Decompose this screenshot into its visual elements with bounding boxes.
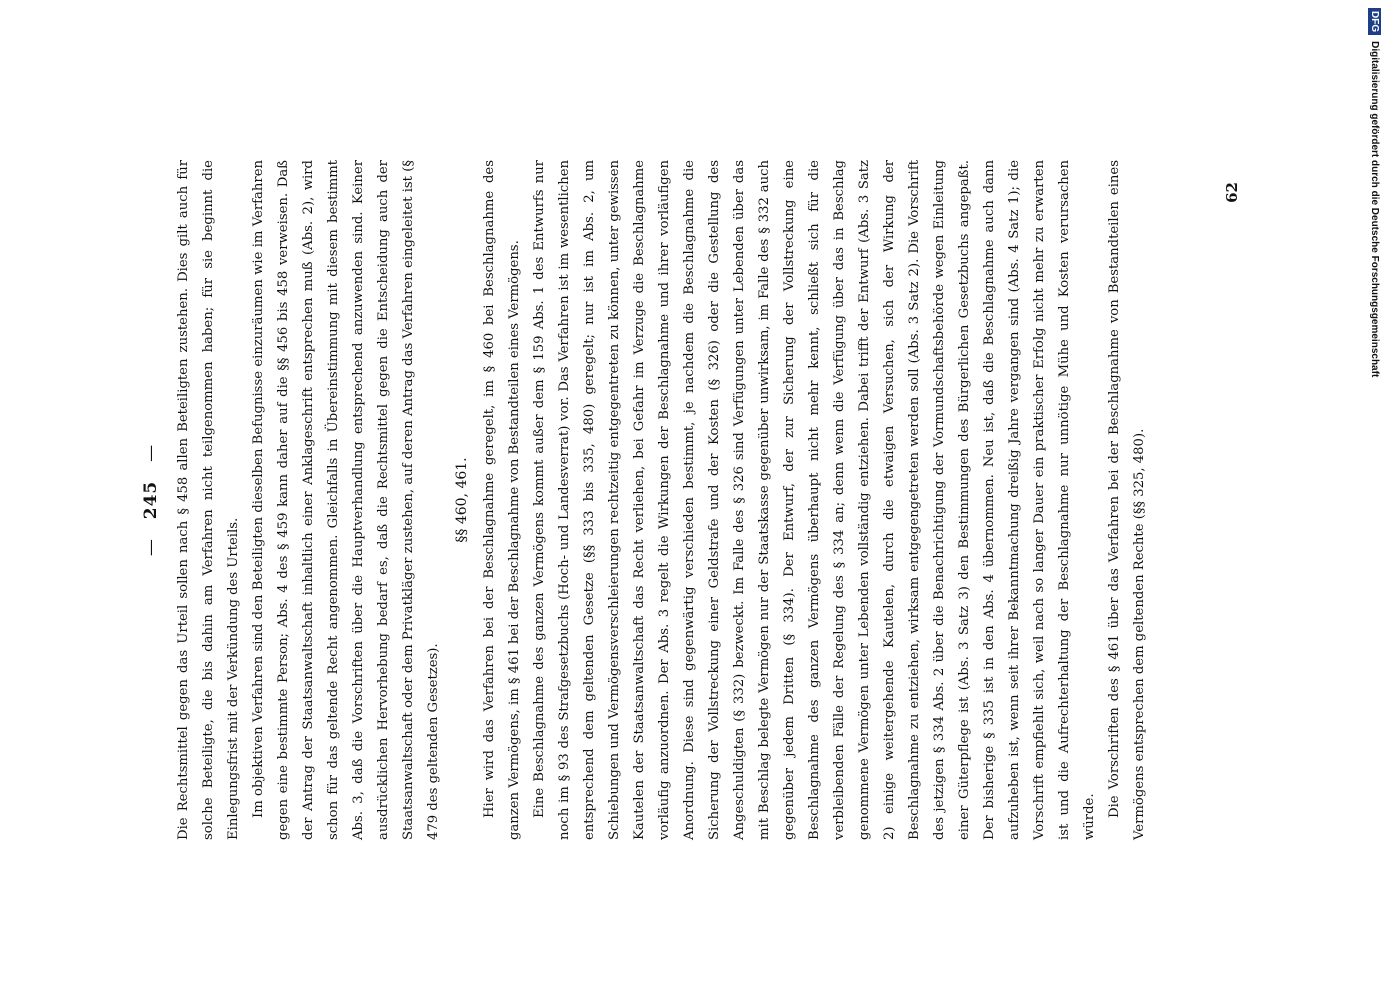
digitization-notice xyxy=(1368,8,1382,908)
page-number: 245 xyxy=(141,480,161,520)
paragraph: Die Rechtsmittel gegen das Urteil sollen nach § 458 allen Beteiligten zustehen. Dies gilt auch für solche Beteiligte, die bis dahin am Verfahren nicht teilgenommen haben; für sie beginnt die Einlegungsfrist mit der Verkündung des Urteils. xyxy=(176,160,241,840)
dfg-logo: DFG xyxy=(1369,8,1382,35)
document-body xyxy=(171,160,1152,840)
header-dash-right: — xyxy=(141,443,161,462)
header-dash-left: — xyxy=(141,538,161,557)
paragraph: Hier wird das Verfahren bei der Beschlagnahme geregelt, im § 460 bei Beschlagnahme des ganzen Vermögens, im § 461 bei der Beschlagnahme von Bestandteilen eines Vermögens. xyxy=(482,160,522,840)
paragraph: Im objektiven Verfahren sind den Beteiligten dieselben Befugnisse einzuräumen wie im Verfahren gegen eine bestimmte Person; Abs. 4 des § 459 kann daher auf die §§ 456 bis 458 verweisen. Daß der Antrag der Staatsanwaltschaft inhaltlich einer Anklageschrift entsprechen muß (Abs. 2), wird schon für das geltende Recht angenommen. Gleichfalls in Übereinstimmung mit diesem bestimmt Abs. 3, daß die Vorschriften über die Hauptverhandlung entsprechend anzuwenden sind. Keiner ausdrücklichen Hervorhebung bedarf es, daß die Rechtsmittel gegen die Entscheidung auch der Staatsanwaltschaft oder dem Privatkläger zustehen, auf deren Antrag das Verfahren eingeleitet ist (§ 479 des geltenden Gesetzes). xyxy=(251,160,441,840)
paragraph: Eine Beschlagnahme des ganzen Vermögens kommt außer dem § 159 Abs. 1 des Entwurfs nur noch im § 93 des Strafgesetzbuchs (Hoch- und Landesverrat) vor. Das Verfahren ist im wesentlichen entsprechend dem geltenden Gesetze (§§ 333 bis 335, 480) geregelt; nur ist im Abs. 2, um Schiebungen und Vermögensverschleierungen rechtzeitig entgegentreten zu können, unter gewissen Kautelen der Staatsanwaltschaft das Recht verliehen, bei Gefahr im Verzuge die Beschlagnahme vorläufig anzuordnen. Der Abs. 3 regelt die Wirkungen der Beschlagnahme und ihrer vorläufigen Anordnung. Diese sind gegenwärtig verschieden bestimmt, je nachdem die Beschlagnahme die Sicherung der Vollstreckung einer Geldstrafe und der Kosten (§ 326) oder die Gestellung des Angeschuldigten (§ 332) bezweckt. Im Falle des § 326 sind Verfügungen unter Lebenden über das mit Beschlag belegte Vermögen nur der Staatskasse gegenüber unwirksam, im Falle des § 332 auch gegenüber jedem Dritten (§ 334). Der Entwurf, der zur Sicherung der Vollstreckung eine Beschlagnahme des ganzen Vermögens überhaupt nicht mehr kennt, schließt sich für die verbleibenden Fälle der Regelung des § 334 an; denn wenn die Verfügung über das in Beschlag genommene Vermögen unter Lebenden vollständig entziehen. Dabei trifft der Entwurf (Abs. 3 Satz 2) einige weitergehende Kautelen, durch die etwaigen Versuchen, sich der Wirkung der Beschlagnahme zu entziehen, wirksam entgegengetreten werden soll (Abs. 3 Satz 2). Die Vorschrift des jetzigen § 334 Abs. 2 über die Benachrichtigung der Vormundschaftsbehörde wegen Einleitung einer Güterpflege ist (Abs. 3 Satz 3) den Bestimmungen des Bürgerlichen Gesetzbuchs angepaßt. Der bisherige § 335 ist in den Abs. 4 übernommen. Neu ist, daß die Beschlagnahme auch dann aufzuheben ist, wenn seit ihrer Bekanntmachung dreißig Jahre vergangen sind (Abs. 4 Satz 1); die Vorschrift empfiehlt sich, weil nach so langer Dauer ein praktischer Erfolg nicht mehr zu erwarten ist und die Aufrechterhaltung der Beschlagnahme nur unnötige Mühe und Kosten verursachen würde. xyxy=(532,160,1097,840)
document-page xyxy=(141,160,1241,840)
digitization-text: Digitalisierung gefördert durch die Deutsche Forschungsgemeinschaft xyxy=(1369,41,1381,378)
section-heading: §§ 460, 461. xyxy=(454,457,470,543)
signature-mark: 62 xyxy=(1223,182,1241,203)
paragraph: Die Vorschriften des § 461 über das Verfahren bei der Beschlagnahme von Bestandteilen eines Vermögens entsprechen dem geltenden Rechte (§§ 325, 480). xyxy=(1107,160,1147,840)
page-header xyxy=(141,160,165,840)
